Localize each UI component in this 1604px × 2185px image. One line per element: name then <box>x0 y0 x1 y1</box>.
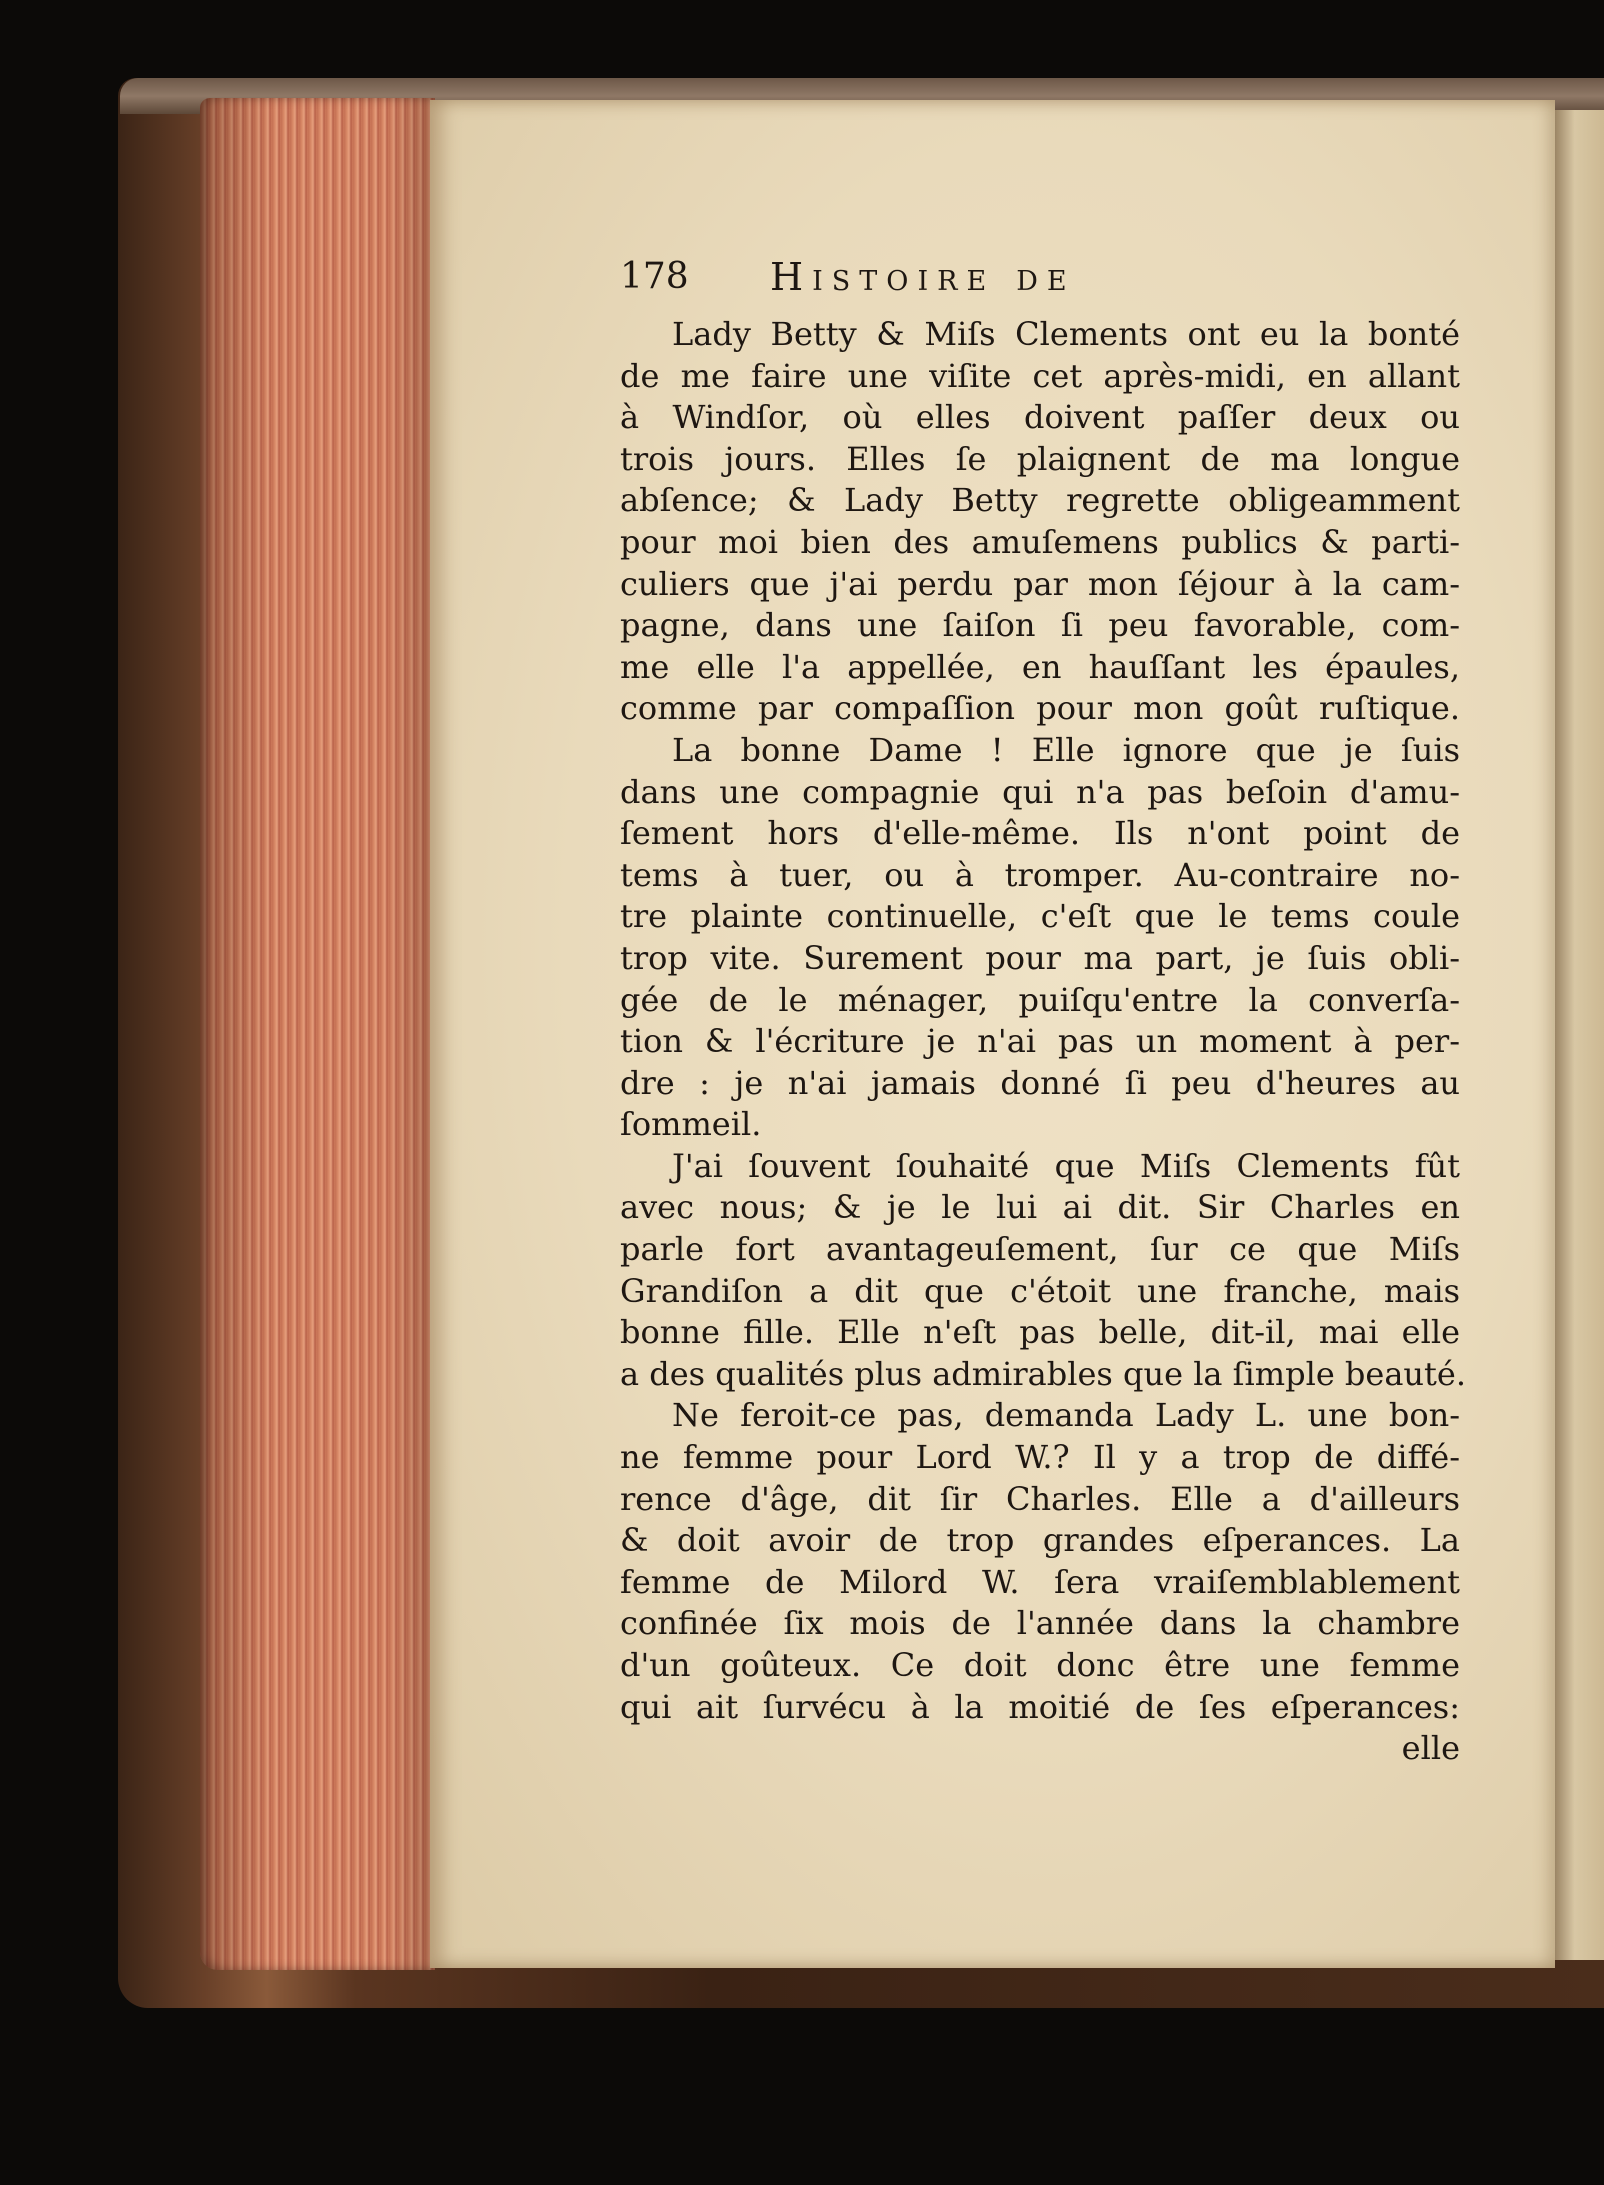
body-text <box>620 314 1466 1770</box>
text-line: & doit avoir de trop grandes eſperances. La <box>620 1521 1460 1560</box>
text-line: J'ai ſouvent ſouhaité que Miſs Clements fût <box>672 1146 1460 1185</box>
text-line: ne femme pour Lord W.? Il y a trop de diffé- <box>620 1438 1460 1477</box>
text-line: culiers que j'ai perdu par mon ſéjour à la cam- <box>620 564 1460 603</box>
text-line: à Windſor, où elles doivent paſſer deux ou <box>620 398 1460 437</box>
text-line: Lady Betty & Miſs Clements ont eu la bonté <box>672 315 1460 353</box>
text-line: tre plainte continuelle, c'eſt que le tems coule <box>620 897 1460 936</box>
text-line: rence d'âge, dit ſir Charles. Elle a d'ailleurs <box>620 1479 1460 1518</box>
text-line: Ne feroit-ce pas, demanda Lady L. une bon- <box>672 1396 1460 1435</box>
text-line: tems à tuer, ou à tromper. Au-contraire no- <box>620 855 1460 894</box>
text-line: comme par compaſſion pour mon goût ruſtique. <box>620 689 1460 728</box>
page-number: 178 <box>620 256 689 297</box>
text-line: Grandiſon a dit que c'étoit une franche, mais <box>620 1271 1460 1310</box>
text-line: La bonne Dame ! Elle ignore que je ſuis <box>672 730 1460 769</box>
page-edge-shadow <box>200 98 435 1970</box>
text-line: a des qualités plus admirables que la ſimple beauté. <box>620 1354 1466 1393</box>
running-head <box>620 252 1460 302</box>
facing-page-edge <box>1555 110 1604 1960</box>
catchword: elle <box>1401 1729 1460 1768</box>
text-line: dans une compagnie qui n'a pas beſoin d'amu- <box>620 772 1460 811</box>
text-line: me elle l'a appellée, en hauſſant les épaules, <box>620 647 1460 686</box>
text-line: femme de Milord W. ſera vraiſemblablement <box>620 1562 1460 1601</box>
text-line: confinée ſix mois de l'année dans la chambre <box>620 1604 1460 1643</box>
text-line: ſommeil. <box>620 1105 762 1144</box>
text-line: bonne fille. Elle n'eſt pas belle, dit-il, mai elle <box>620 1313 1460 1352</box>
text-line: pagne, dans une ſaiſon ſi peu favorable, com- <box>620 606 1460 645</box>
text-line: trop vite. Surement pour ma part, je ſuis obli- <box>620 938 1460 977</box>
text-line: pour moi bien des amuſemens publics & parti- <box>620 522 1460 561</box>
text-line: trois jours. Elles ſe plaignent de ma longue <box>620 439 1460 478</box>
running-head-title: Histoire de <box>770 255 1076 299</box>
text-line: d'un goûteux. Ce doit donc être une femme <box>620 1646 1460 1684</box>
text-line: abſence; & Lady Betty regrette obligeamment <box>620 481 1460 520</box>
text-line: tion & l'écriture je n'ai pas un moment à per- <box>620 1022 1460 1061</box>
text-line: parle fort avantageuſement, ſur ce que Miſs <box>620 1230 1460 1269</box>
text-line: dre : je n'ai jamais donné ſi peu d'heures au <box>620 1063 1460 1102</box>
text-line: ſement hors d'elle-même. Ils n'ont point de <box>620 814 1460 853</box>
text-line: qui ait ſurvécu à la moitié de ſes eſperances: <box>620 1687 1460 1726</box>
text-line: avec nous; & je le lui ai dit. Sir Charles en <box>620 1188 1460 1227</box>
text-line: de me faire une viſite cet après-midi, en allant <box>620 356 1460 395</box>
text-line: gée de le ménager, puiſqu'entre la converſa- <box>620 980 1460 1019</box>
